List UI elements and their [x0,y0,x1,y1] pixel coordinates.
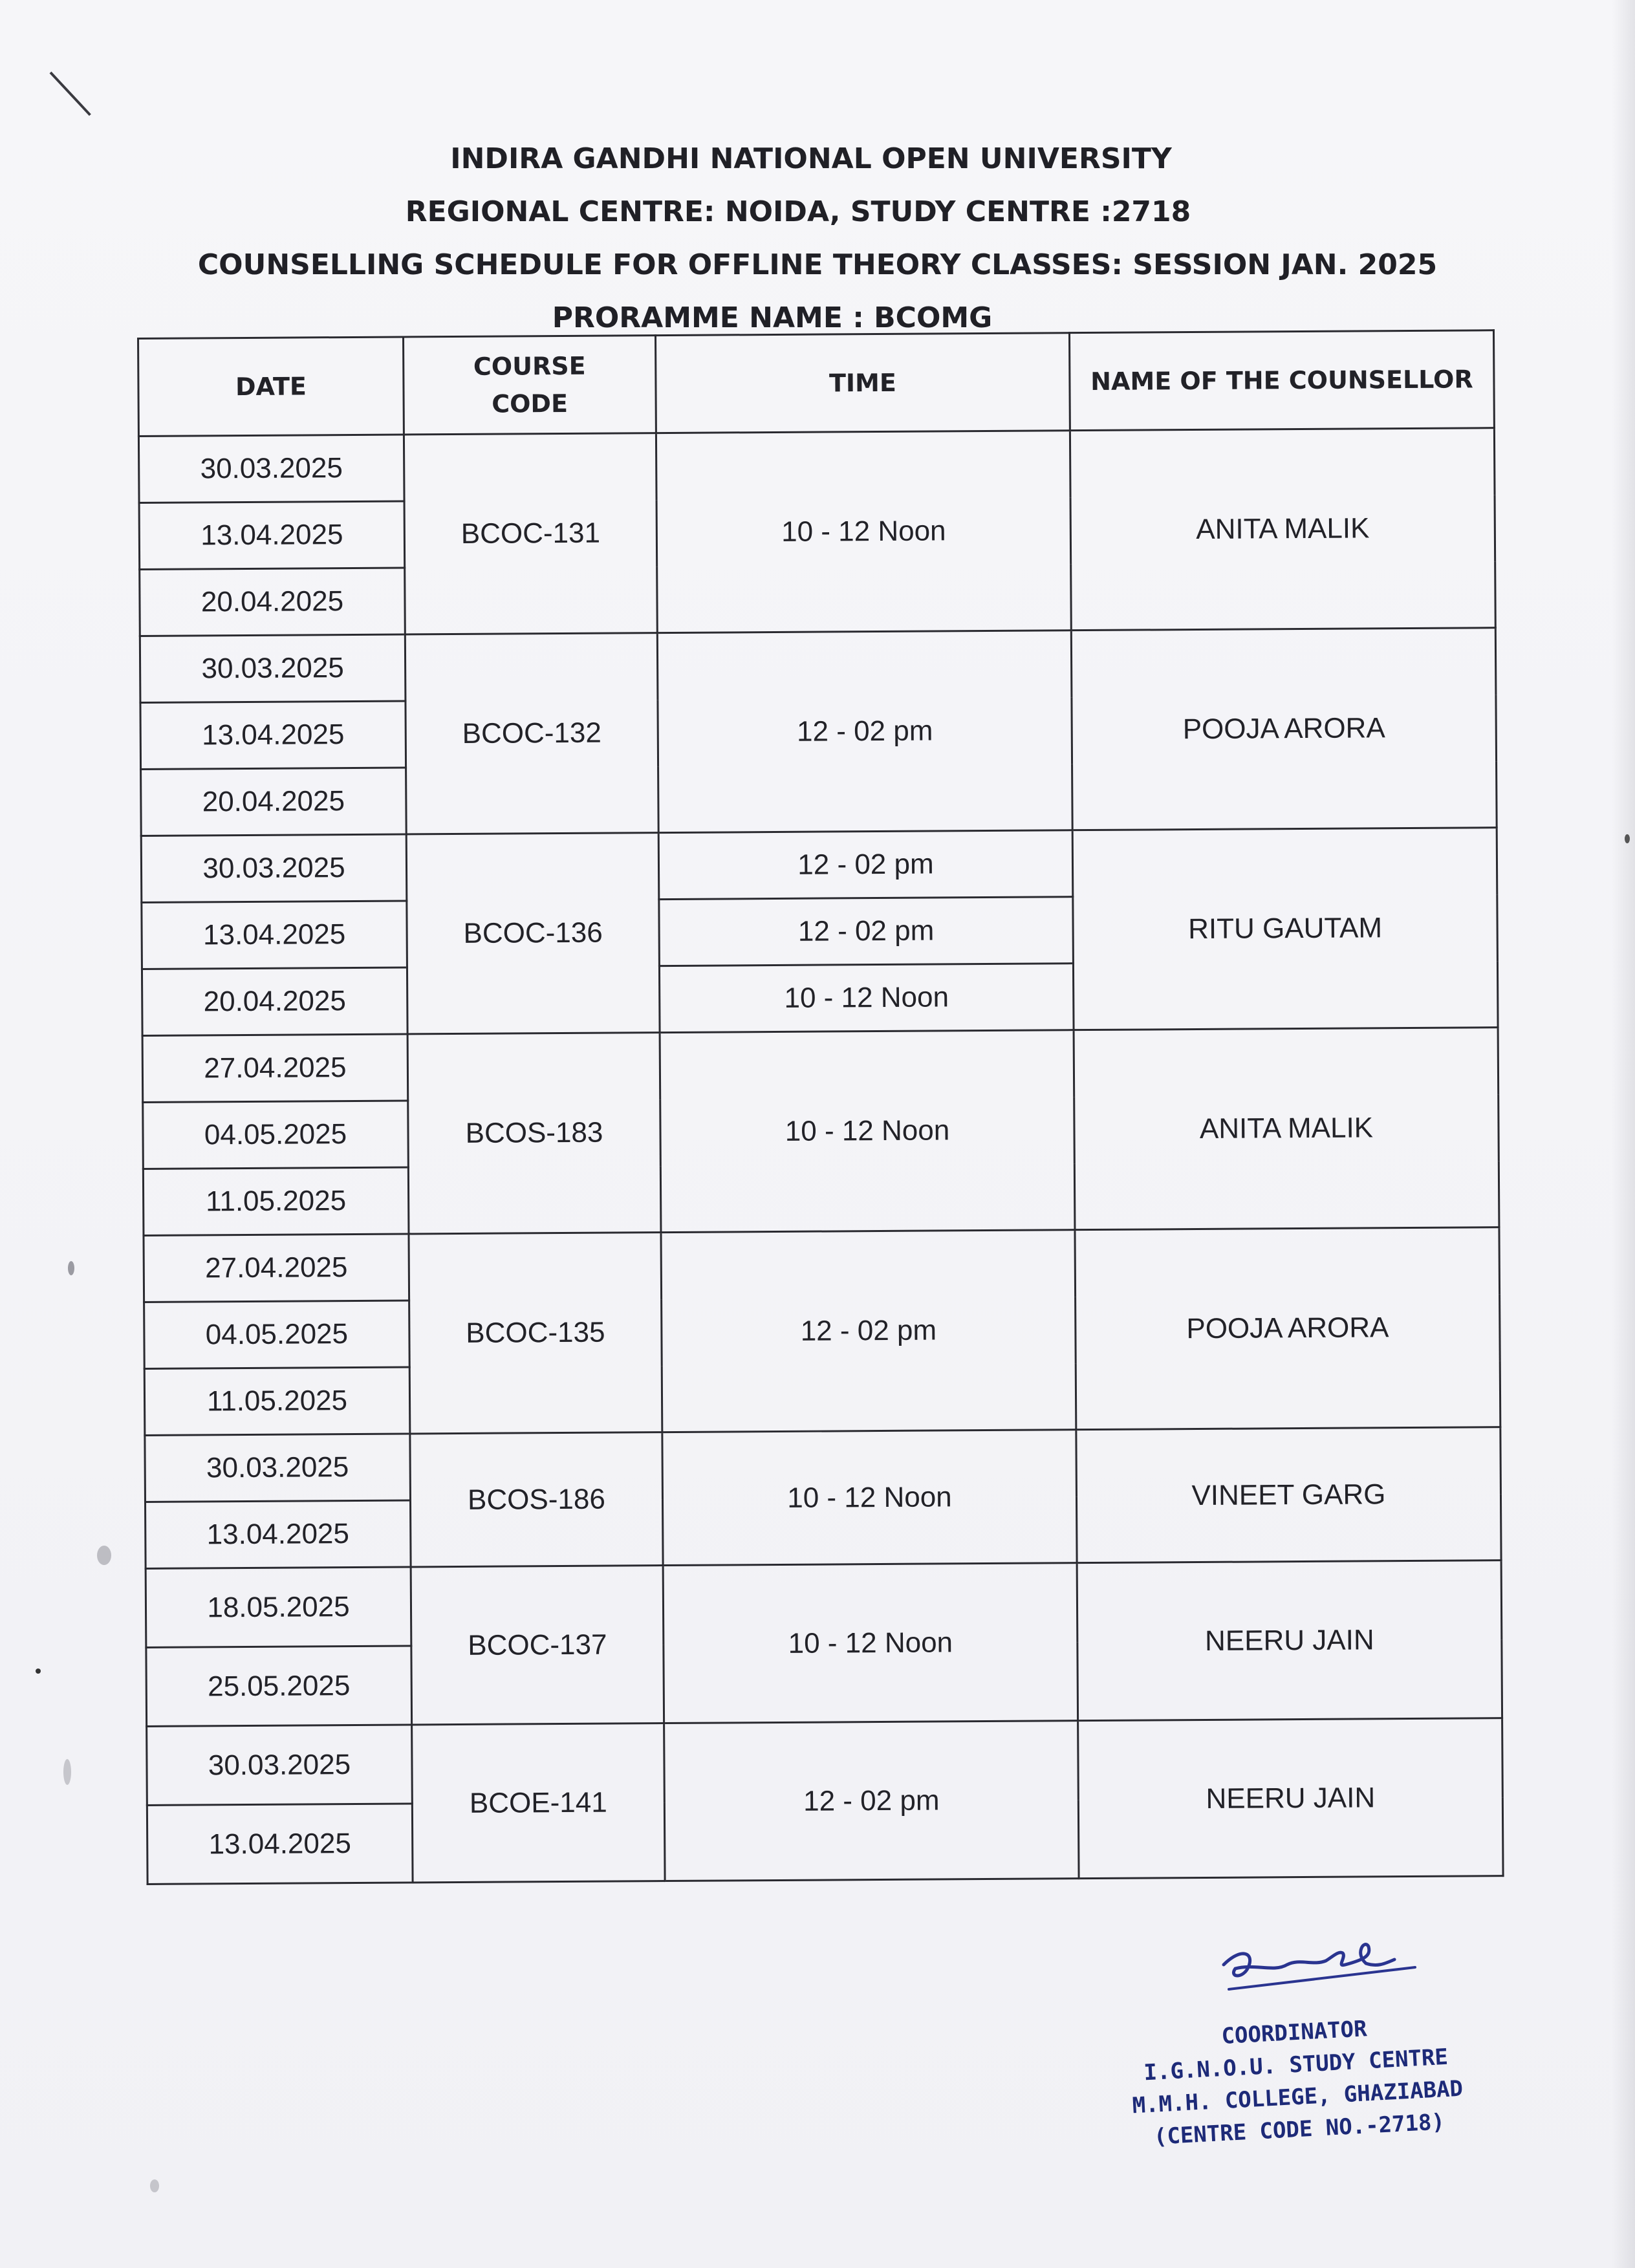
date-cell: 13.04.2025 [145,1500,411,1569]
counsellor-column-header: NAME OF THE COUNSELLOR [1069,330,1494,431]
time-cell: 10 - 12 Noon [656,431,1071,633]
time-cell: 12 - 02 pm [661,1230,1076,1432]
time-cell: 10 - 12 Noon [662,1430,1077,1566]
time-cell: 12 - 02 pm [659,897,1074,966]
regional-centre: REGIONAL CENTRE: NOIDA, STUDY CENTRE :2718 [405,195,1191,228]
paper-speck [97,1546,111,1565]
course-code-cell: BCOS-183 [407,1033,661,1234]
date-cell: 11.05.2025 [143,1167,409,1236]
table-header-row [138,330,1495,437]
counselling-schedule-table [137,329,1504,1885]
counsellor-cell: ANITA MALIK [1074,1028,1499,1230]
time-cell: 12 - 02 pm [658,830,1073,900]
time-cell: 10 - 12 Noon [663,1563,1077,1723]
counsellor-cell: ANITA MALIK [1070,428,1495,631]
date-cell: 11.05.2025 [144,1367,410,1436]
date-cell: 30.03.2025 [138,435,404,503]
time-cell: 10 - 12 Noon [660,1030,1075,1233]
paper-speck [68,1261,74,1275]
course-code-header-line2: CODE [492,389,568,418]
date-column-header: DATE [138,337,404,437]
stamp-line-4: (CENTRE CODE NO.-2718) [1153,2109,1446,2150]
table-row [141,828,1497,903]
date-cell: 30.03.2025 [147,1725,413,1806]
table-row [138,428,1495,503]
schedule-title: COUNSELLING SCHEDULE FOR OFFLINE THEORY CLASSES: SESSION JAN. 2025 [197,248,1438,281]
date-cell: 13.04.2025 [142,901,407,969]
date-cell: 13.04.2025 [140,701,406,770]
university-name: INDIRA GANDHI NATIONAL OPEN UNIVERSITY [450,142,1172,175]
table-row [140,628,1496,703]
table-row [146,1561,1502,1648]
paper-speck [150,2179,159,2192]
counsellor-cell: RITU GAUTAM [1072,828,1498,1030]
date-cell: 04.05.2025 [144,1301,410,1369]
date-cell: 20.04.2025 [142,967,407,1036]
date-cell: 30.03.2025 [145,1434,411,1502]
paper-speck [1625,834,1630,843]
course-code-cell: BCOE-141 [412,1723,665,1883]
counsellor-cell: POOJA ARORA [1075,1227,1500,1430]
counsellor-cell: NEERU JAIN [1077,1561,1502,1721]
stamp-line-3: M.M.H. COLLEGE, GHAZIABAD [1131,2075,1464,2119]
date-cell: 18.05.2025 [146,1567,411,1648]
course-code-cell: BCOC-131 [404,433,657,634]
course-code-cell: BCOC-137 [411,1566,664,1725]
paper-speck [63,1759,71,1785]
date-cell: 27.04.2025 [144,1234,409,1302]
date-cell: 20.04.2025 [140,568,406,636]
table-row [147,1718,1503,1806]
counsellor-cell: POOJA ARORA [1071,628,1497,830]
programme-name: PRORAMME NAME : BCOMG [552,301,993,334]
course-code-column-header [404,336,656,435]
paper-speck [36,1669,41,1674]
date-cell: 27.04.2025 [142,1034,408,1103]
date-cell: 30.03.2025 [141,834,407,903]
table-row [144,1227,1500,1302]
table-row [142,1028,1499,1103]
course-code-cell: BCOC-135 [409,1233,662,1434]
date-cell: 13.04.2025 [139,501,405,570]
date-cell: 20.04.2025 [141,768,407,836]
course-code-header-line1: COURSE [473,351,586,381]
time-cell: 12 - 02 pm [657,631,1072,833]
table-row [145,1427,1501,1502]
course-code-cell: BCOC-132 [405,633,658,834]
course-code-cell: BCOC-136 [406,833,660,1034]
date-cell: 25.05.2025 [146,1646,412,1727]
course-code-cell: BCOS-186 [410,1432,663,1567]
counsellor-cell: NEERU JAIN [1078,1718,1503,1879]
document-header [0,133,1635,345]
stamp-line-2: I.G.N.O.U. STUDY CENTRE [1143,2044,1449,2086]
date-cell: 13.04.2025 [147,1804,413,1885]
coordinator-stamp [1106,2007,1488,2155]
date-cell: 04.05.2025 [143,1101,409,1169]
time-column-header: TIME [655,333,1070,433]
counsellor-cell: VINEET GARG [1076,1427,1501,1563]
signature-icon [1216,1927,1423,2005]
time-cell: 12 - 02 pm [664,1721,1079,1881]
stamp-line-1: COORDINATOR [1220,2016,1368,2049]
time-cell: 10 - 12 Noon [659,964,1074,1033]
date-cell: 30.03.2025 [140,634,406,703]
